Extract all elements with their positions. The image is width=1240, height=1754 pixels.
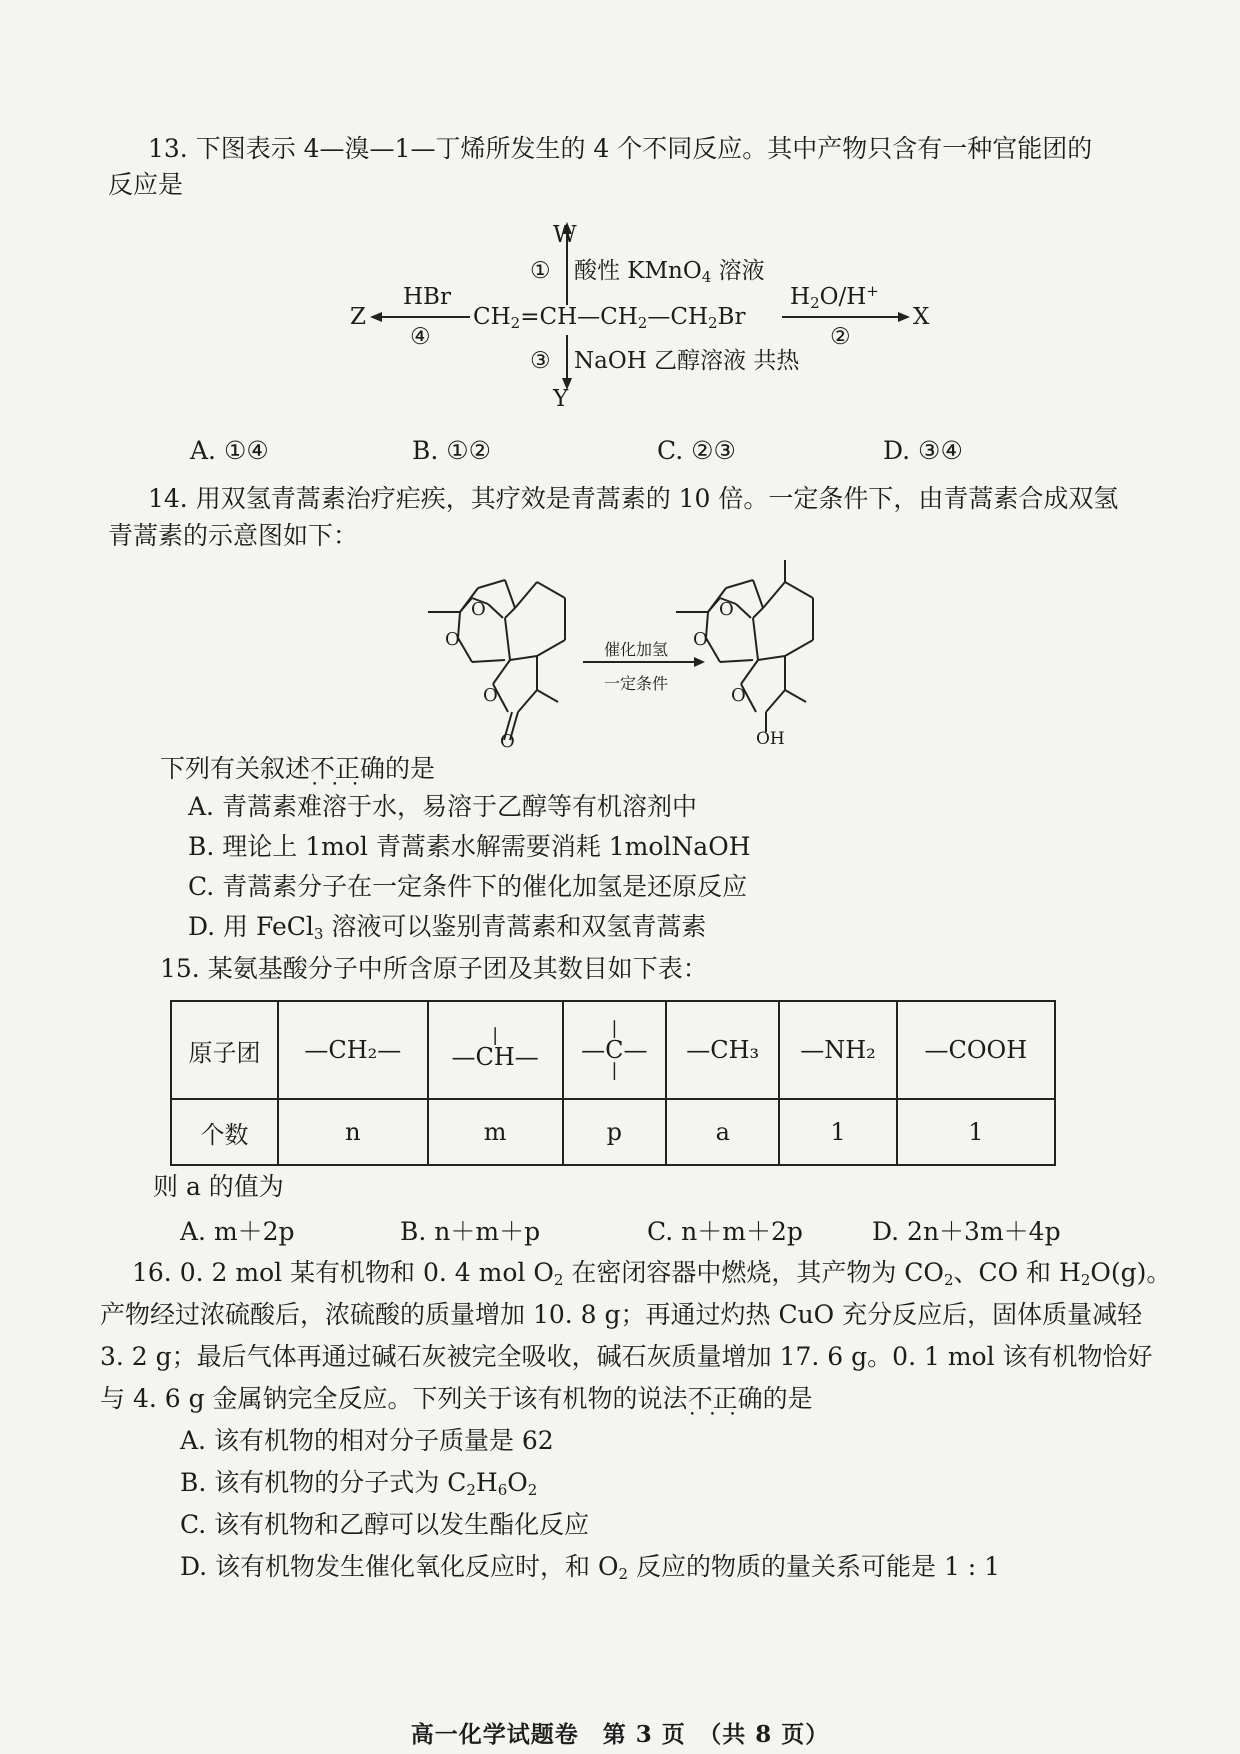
q15-option-c[interactable]: C. n＋m＋2p xyxy=(647,1217,803,1246)
count-ch: m xyxy=(428,1099,563,1165)
product-x: X xyxy=(913,304,930,330)
table-row xyxy=(171,1099,1055,1165)
count-c: p xyxy=(563,1099,666,1165)
reaction-4-reagent: HBr xyxy=(403,284,451,310)
dihydro-oxygen-1: O xyxy=(693,629,708,650)
q16-option-b[interactable]: B. 该有机物的分子式为 $C_2H_6O_2$ xyxy=(180,1468,538,1499)
page-footer: 高一化学试题卷 第 3 页 （共 8 页） xyxy=(410,1721,830,1748)
q15-option-a[interactable]: A. m＋2p xyxy=(180,1217,295,1246)
group-ch: | —CH— xyxy=(428,1001,563,1099)
q16-line1: 16. 0. 2 mol 某有机物和 0. 4 mol $O_2$ 在密闭容器中燃烧，其产物为 $CO_2$、CO 和 $H_2O(g)$。 xyxy=(132,1258,1172,1289)
count-ch3: a xyxy=(666,1099,779,1165)
table-count-label: 个数 xyxy=(171,1099,278,1165)
count-nh2: 1 xyxy=(779,1099,896,1165)
q16-option-c[interactable]: C. 该有机物和乙醇可以发生酯化反应 xyxy=(180,1510,590,1539)
artemisinin-carbonyl-oxygen: O xyxy=(500,731,515,752)
group-ch3: —CH₃ xyxy=(666,1001,779,1099)
group-ch2: —CH₂— xyxy=(278,1001,428,1099)
reaction-1-reagent: 酸性 KMnO$_4$ 溶液 xyxy=(574,258,765,286)
reaction-3-number: ③ xyxy=(530,348,551,374)
q14-stem-line1: 14. 用双氢青蒿素治疗疟疾，其疗效是青蒿素的 10 倍。一定条件下，由青蒿素合成双氢 xyxy=(148,484,1119,513)
artemisinin-oxygen-ring: O xyxy=(483,685,498,706)
q13-option-a[interactable]: A. ①④ xyxy=(190,436,269,465)
q16-emphasis: 不正确 • • • xyxy=(688,1384,763,1413)
q16-option-d[interactable]: D. 该有机物发生催化氧化反应时，和 $O_2$ 反应的物质的量关系可能是 1 : 1 xyxy=(180,1552,1001,1583)
q16-option-a[interactable]: A. 该有机物的相对分子质量是 62 xyxy=(180,1426,554,1455)
dihydro-oxygen-ring: O xyxy=(731,685,746,706)
q14-option-a[interactable]: A. 青蒿素难溶于水，易溶于乙醇等有机溶剂中 xyxy=(188,792,697,821)
product-z: Z xyxy=(350,304,366,330)
reactant-formula: $CH_2=CH—CH_2—CH_2Br$ xyxy=(473,304,746,332)
artemisinin-oxygen-peroxide: O xyxy=(471,599,486,620)
group-c: | —C— | xyxy=(563,1001,666,1099)
artemisinin-structure xyxy=(428,580,565,740)
reaction-2-reagent: $H_2O/H^+$ xyxy=(790,282,879,312)
reaction-1-number: ① xyxy=(530,258,551,284)
artemisinin-oxygen-1: O xyxy=(445,629,460,650)
q14-question: 下列有关叙述不正确 • • •的是 xyxy=(160,752,435,786)
count-ch2: n xyxy=(278,1099,428,1165)
q14-option-c[interactable]: C. 青蒿素分子在一定条件下的催化加氢是还原反应 xyxy=(188,872,748,901)
table-row xyxy=(171,1001,1055,1099)
q13-stem-line2: 反应是 xyxy=(108,170,184,199)
q15-group-table xyxy=(170,1000,1056,1166)
q16-line2: 产物经过浓硫酸后，浓硫酸的质量增加 10. 8 g；再通过灼热 CuO 充分反应后，固体质量减轻 xyxy=(100,1300,1143,1329)
q13-option-b[interactable]: B. ①② xyxy=(412,436,492,465)
q14-stem-line2: 青蒿素的示意图如下： xyxy=(108,521,359,550)
count-cooh: 1 xyxy=(897,1099,1055,1165)
q13-option-d[interactable]: D. ③④ xyxy=(883,436,963,465)
group-nh2: —NH₂ xyxy=(779,1001,896,1099)
dihydro-hydroxyl: OH xyxy=(756,729,785,749)
q16-line4: 与 4. 6 g 金属钠完全反应。下列关于该有机物的说法不正确 • • •的是 xyxy=(100,1382,813,1416)
q15-question: 则 a 的值为 xyxy=(153,1172,284,1201)
table-header-label: 原子团 xyxy=(171,1001,278,1099)
q13-stem-line1: 13. 下图表示 4—溴—1—丁烯所发生的 4 个不同反应。其中产物只含有一种官能团的 xyxy=(148,134,1093,163)
arrow-condition-top: 催化加氢 xyxy=(604,640,669,659)
q14-option-b[interactable]: B. 理论上 1mol 青蒿素水解需要消耗 1molNaOH xyxy=(188,832,751,861)
q15-stem: 15. 某氨基酸分子中所含原子团及其数目如下表： xyxy=(160,954,708,983)
q16-line3: 3. 2 g；最后气体再通过碱石灰被完全吸收，碱石灰质量增加 17. 6 g。0. 1 mol 该有机物恰好 xyxy=(100,1342,1153,1371)
q14-option-d[interactable]: D. 用 FeCl$_3$ 溶液可以鉴别青蒿素和双氢青蒿素 xyxy=(188,912,707,943)
product-w: W xyxy=(553,222,577,248)
reaction-4-number: ④ xyxy=(410,324,431,350)
arrow-condition-bottom: 一定条件 xyxy=(604,674,669,693)
q13-option-c[interactable]: C. ②③ xyxy=(657,436,736,465)
reaction-3-reagent: NaOH 乙醇溶液 共热 xyxy=(574,348,800,374)
reaction-2-number: ② xyxy=(830,324,851,350)
q14-emphasis: 不正确 • • • xyxy=(310,754,385,783)
group-cooh: —COOH xyxy=(897,1001,1055,1099)
q15-option-d[interactable]: D. 2n＋3m＋4p xyxy=(872,1217,1061,1246)
product-y: Y xyxy=(553,386,569,412)
dihydro-oxygen-peroxide: O xyxy=(719,599,734,620)
q15-option-b[interactable]: B. n＋m＋p xyxy=(400,1217,541,1246)
